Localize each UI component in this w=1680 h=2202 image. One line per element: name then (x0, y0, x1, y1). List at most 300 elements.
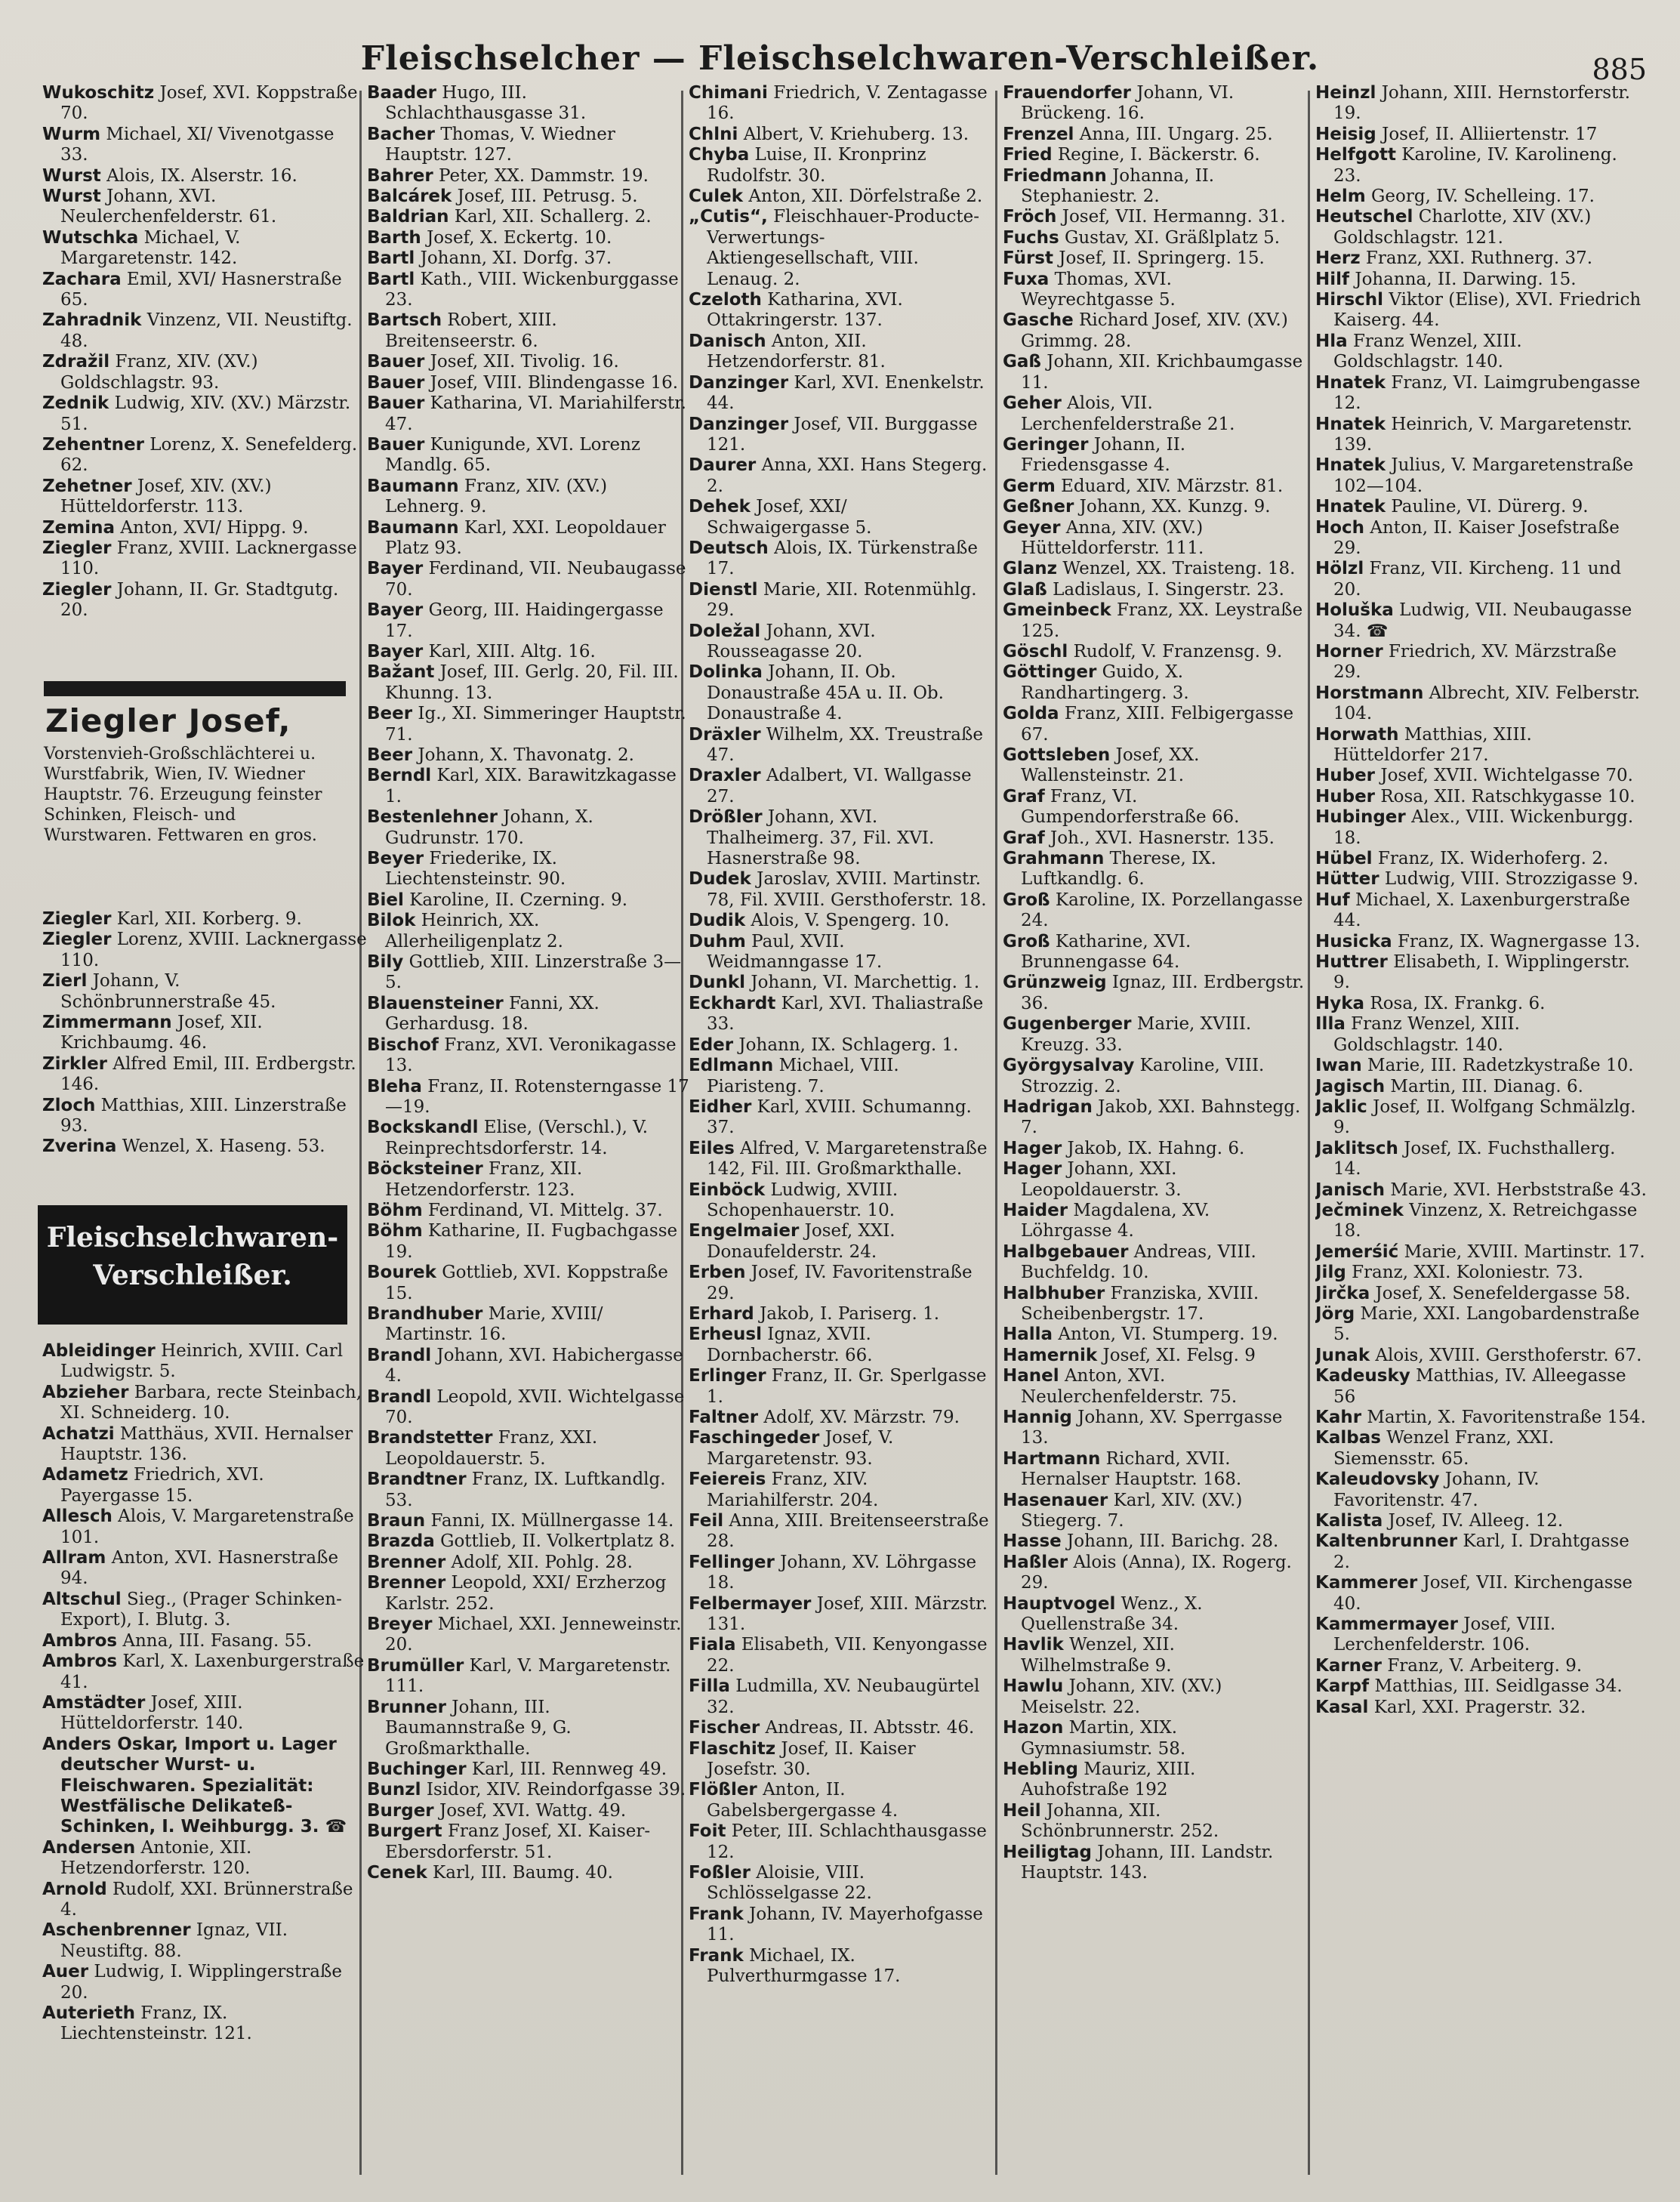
entry-details: Ignaz, XVII. Dornbacherstr. 66. (707, 1325, 873, 1365)
directory-entry (42, 187, 367, 228)
entry-surname: Groß (1003, 931, 1050, 951)
directory-entry (689, 869, 991, 911)
page-number: 885 (1592, 53, 1647, 86)
entry-surname: Frenzel (1003, 124, 1074, 144)
entry-details: Franz, XIV. Mariahilferstr. 204. (707, 1470, 879, 1510)
entry-surname: Bleha (367, 1076, 422, 1096)
entry-details: Alois, IX. Alserstr. 16. (100, 165, 297, 186)
entry-surname: Grahmann (1003, 849, 1105, 869)
entry-details: Josef, II. Kaiser Josefstr. 30. (707, 1738, 916, 1779)
entry-details: Johann, XVI. Neulerchenfelderstr. 61. (60, 187, 277, 227)
entry-details: Karl, I. Drahtgasse 2. (1333, 1531, 1629, 1572)
entry-surname: Haider (1003, 1200, 1068, 1220)
directory-entry (367, 1511, 692, 1531)
entry-details: Katharina, XVI. Ottakringerstr. 137. (707, 290, 903, 331)
directory-entry (689, 1470, 991, 1511)
directory-entry (689, 621, 991, 663)
directory-entry (367, 352, 692, 372)
entry-details: Johann, XIV. (XV.) Meiselstr. 22. (1021, 1676, 1222, 1717)
entry-surname: Herz (1315, 248, 1361, 269)
directory-entry (1315, 1346, 1648, 1366)
directory-entry (1003, 145, 1305, 165)
directory-entry (689, 538, 991, 580)
entry-surname: Kahr (1315, 1408, 1362, 1427)
entry-surname: Adametz (42, 1465, 128, 1485)
entry-details: Thomas, V. Wiedner Hauptstr. 127. (385, 124, 615, 165)
entry-details: Karl, XVIII. Schumanng. 37. (707, 1096, 972, 1138)
entry-surname: Gugenberger (1003, 1014, 1132, 1035)
column-rule (1308, 91, 1310, 2175)
entry-surname: Göschl (1003, 641, 1068, 662)
directory-entry (1315, 683, 1648, 725)
entry-details: Paul, XVII. Weidmanngasse 17. (707, 931, 883, 973)
entry-details: Josef, XIII. Hütteldorferstr. 140. (60, 1692, 244, 1734)
entry-details: Wenzel, X. Haseng. 53. (116, 1136, 325, 1157)
entry-surname: Allesch (42, 1507, 113, 1527)
entry-details: Katharine, XVI. Brunnengasse 64. (1021, 931, 1191, 973)
entry-details: Josef, X. Senefeldergasse 58. (1370, 1283, 1631, 1303)
entry-surname: Dehek (689, 497, 751, 517)
directory-entry (1315, 600, 1648, 642)
entry-surname: Hübel (1315, 849, 1373, 869)
entry-surname: Filla (689, 1676, 730, 1697)
directory-entry (1315, 415, 1648, 456)
entry-surname: Kalbas (1315, 1428, 1381, 1448)
entry-surname: Horwath (1315, 724, 1399, 745)
entry-surname: Bartl (367, 248, 415, 269)
directory-entry (367, 518, 692, 560)
entry-details: Ignaz, VII. Neustiftg. 88. (60, 1920, 288, 1961)
directory-entry (42, 1465, 367, 1507)
entry-surname: Bauer (367, 372, 425, 393)
directory-entry (689, 1325, 991, 1366)
entry-surname: Bacher (367, 124, 436, 144)
directory-entry (42, 1383, 367, 1424)
directory-entry (367, 1263, 692, 1304)
entry-surname: Danzinger (689, 414, 789, 434)
directory-entry (367, 1346, 692, 1387)
entry-details: Franz, IX. Luftkandlg. 53. (385, 1470, 666, 1510)
directory-entry (689, 580, 991, 621)
entry-details: Franz, XXI. Ruthnerg. 37. (1360, 248, 1593, 269)
entry-details: Katharina, VI. Mariahilferstr. 47. (385, 393, 686, 434)
directory-entry (1003, 1531, 1305, 1552)
entry-surname: Gaß (1003, 352, 1041, 372)
directory-entry (689, 807, 991, 869)
entry-details: Josef, XIV. (XV.) Hütteldorferstr. 113. (60, 476, 272, 517)
directory-entry (1003, 518, 1305, 560)
directory-entry (1003, 662, 1305, 704)
directory-entry (1003, 1097, 1305, 1139)
entry-surname: Hamernik (1003, 1345, 1098, 1365)
directory-entry (1003, 207, 1305, 227)
entry-details: Karl, X. Laxenburgerstraße 41. (60, 1652, 365, 1692)
directory-entry (367, 1698, 692, 1759)
entry-details: Matthias, III. Seidlgasse 34. (1369, 1676, 1623, 1697)
entry-surname: Hauptvogel (1003, 1593, 1116, 1614)
entry-surname: Ziegler (42, 579, 112, 600)
entry-surname: Eiles (689, 1138, 735, 1158)
entry-surname: Glaß (1003, 579, 1047, 600)
entry-surname: Brandl (367, 1345, 432, 1365)
directory-entry (367, 1780, 692, 1800)
entry-surname: Burger (367, 1800, 434, 1821)
entry-details: Isidor, XIV. Reindorfgasse 39. (421, 1780, 686, 1800)
entry-details: Eduard, XIV. Märzstr. 81. (1055, 476, 1284, 496)
entry-surname: Erheusl (689, 1325, 762, 1345)
entry-surname: Gmeinbeck (1003, 600, 1111, 621)
entry-details: Johann, XV. Sperrgasse 13. (1021, 1408, 1283, 1448)
directory-entry (1315, 518, 1648, 560)
entry-surname: Kalista (1315, 1511, 1383, 1531)
entry-details: Franz, XXI. Koloniestr. 73. (1346, 1263, 1583, 1283)
directory-entry (1003, 600, 1305, 642)
entry-surname: Brandhuber (367, 1303, 483, 1324)
directory-entry (1315, 1097, 1648, 1139)
entry-details: Johann, IV. Mayerhofgasse 11. (707, 1904, 983, 1945)
entry-surname: Blauensteiner (367, 993, 504, 1013)
directory-entry (367, 1573, 692, 1614)
entry-surname: Deutsch (689, 538, 769, 558)
directory-entry (1003, 393, 1305, 435)
entry-details: Wenzel Franz, XXI. Siemensstr. 65. (1333, 1428, 1555, 1469)
directory-entry (1315, 1656, 1648, 1676)
entry-surname: Hnatek (1315, 497, 1386, 517)
entry-surname: Eder (689, 1035, 734, 1055)
entry-surname: Brumüller (367, 1655, 464, 1676)
entry-surname: Ječminek (1315, 1200, 1404, 1220)
entry-details: Karl, XIV. (XV.) Stiegerg. 7. (1021, 1490, 1243, 1531)
directory-entry (1003, 1346, 1305, 1366)
entry-surname: Böcksteiner (367, 1159, 483, 1180)
entry-details: Johann, II. Ob. Donaustraße 45A u. II. Ob. Donaustraße 4. (707, 662, 944, 724)
entry-surname: Aschenbrenner (42, 1920, 191, 1941)
entry-surname: Friedmann (1003, 165, 1107, 186)
directory-entry (42, 228, 367, 270)
entry-details: Friedrich, V. Zentagasse 16. (707, 83, 988, 124)
entry-surname: Beyer (367, 849, 424, 869)
entry-surname: Gasche (1003, 310, 1074, 331)
directory-entry (689, 83, 991, 125)
directory-entry (367, 248, 692, 269)
entry-details: Michael, VIII. Piaristeng. 7. (707, 1056, 899, 1096)
entry-details: Gottlieb, XVI. Koppstraße 15. (385, 1263, 668, 1303)
directory-entry (1003, 1056, 1305, 1097)
directory-entry (1315, 373, 1648, 415)
entry-details: Rosa, IX. Frankg. 6. (1364, 993, 1546, 1013)
directory-entry (1315, 559, 1648, 600)
directory-entry (1003, 1242, 1305, 1284)
entry-surname: Jörg (1315, 1303, 1355, 1324)
entry-surname: Ableidinger (42, 1341, 156, 1361)
entry-surname: Kaleudovsky (1315, 1470, 1440, 1490)
directory-entry (42, 538, 367, 580)
directory-entry (689, 1904, 991, 1946)
entry-surname: Jemerśić (1315, 1241, 1399, 1262)
entry-surname: Balcárek (367, 187, 452, 207)
directory-entry (689, 911, 991, 931)
column-4 (1003, 83, 1305, 2190)
entry-surname: Huf (1315, 890, 1350, 910)
entry-details: Ferdinand, VII. Neubaugasse 70. (385, 559, 686, 600)
entry-surname: Geher (1003, 393, 1062, 414)
entry-details: Joh., XVI. Hasnerstr. 135. (1044, 828, 1275, 848)
entry-details: Sieg., (Prager Schinken-Export), I. Blutg. 3. (60, 1589, 342, 1630)
entry-surname: Zehentner (42, 434, 144, 455)
entry-surname: Bažant (367, 662, 435, 683)
entry-surname: Abzieher (42, 1382, 129, 1402)
entry-details: Hugo, III. Schlachthausgasse 31. (385, 83, 587, 124)
entry-details: Marie, XVIII/ Martinstr. 16. (385, 1303, 603, 1345)
entry-surname: Zednik (42, 393, 109, 414)
entry-details: Johann, XVI. Habichergasse 4. (385, 1345, 683, 1386)
entry-surname: Halbhuber (1003, 1283, 1105, 1303)
entry-surname: Frank (689, 1945, 744, 1966)
entry-surname: Cenek (367, 1862, 427, 1883)
entry-surname: Eckhardt (689, 993, 776, 1013)
entry-details: Anton, VI. Stumperg. 19. (1053, 1325, 1278, 1345)
directory-entry (1315, 497, 1648, 517)
entry-surname: Heiligtag (1003, 1842, 1092, 1862)
entry-surname: Wutschka (42, 227, 139, 248)
entry-details: Johann, XII. Krichbaumgasse 11. (1021, 352, 1303, 393)
directory-entry (367, 310, 692, 352)
directory-entry (367, 1553, 692, 1573)
entry-details: Martin, III. Dianag. 6. (1385, 1076, 1583, 1096)
directory-entry (367, 187, 692, 207)
entry-details: Barbara, recte Steinbach, XI. Schneiderg. 10. (60, 1382, 362, 1423)
entry-details: Franz, IX. Widerhoferg. 2. (1372, 849, 1609, 869)
entry-details: Franz, XIV. (XV.) Lehnerg. 9. (385, 476, 608, 517)
entry-surname: Bartsch (367, 310, 442, 331)
directory-entry (1315, 187, 1648, 207)
directory-entry (689, 662, 991, 724)
directory-entry (1003, 559, 1305, 579)
entry-surname: Jaklic (1315, 1096, 1367, 1117)
entry-surname: Bauer (367, 393, 425, 414)
entry-details: Michael, IX. Pulverthurmgasse 17. (707, 1945, 901, 1986)
entry-surname: Braun (367, 1511, 426, 1531)
entry-details: Josef, VII. Burggasse 121. (707, 414, 978, 455)
entry-surname: Wurst (42, 187, 101, 207)
entry-details: Johann, XVI. Thalheimerg. 37, Fil. XVI. Hasnerstraße 98. (707, 807, 935, 869)
entry-details: Josef, XX. Wallensteinstr. 21. (1021, 745, 1200, 786)
directory-entry (42, 1136, 367, 1157)
entry-details: Alex., VIII. Wickenburgg. 18. (1333, 807, 1634, 848)
entry-surname: Bilok (367, 911, 416, 931)
directory-entry (689, 1594, 991, 1636)
entry-details: Ludwig, XVIII. Schopenhauerstr. 10. (707, 1180, 899, 1220)
entry-details: Katharine, II. Fugbachgasse 19. (385, 1221, 678, 1262)
entry-surname: Fiala (689, 1635, 736, 1655)
directory-entry (1003, 497, 1305, 517)
directory-entry (1003, 125, 1305, 145)
column-1-middle (42, 909, 367, 1189)
directory-entry (1315, 1180, 1648, 1201)
entry-surname: Helfgott (1315, 145, 1396, 165)
entry-details: Johann, III. Baumannstraße 9, G. Großmarkthalle. (385, 1697, 572, 1759)
entry-surname: Brunner (367, 1697, 446, 1717)
entry-details: Johann, XX. Kunzg. 9. (1074, 497, 1271, 517)
directory-entry (367, 166, 692, 187)
directory-entry (689, 207, 991, 290)
entry-surname: Hoch (1315, 517, 1365, 538)
entry-surname: Graf (1003, 828, 1045, 848)
directory-entry (1315, 849, 1648, 869)
entry-surname: Glanz (1003, 559, 1058, 579)
entry-surname: Fischer (689, 1718, 760, 1738)
entry-details: Alois, XVIII. Gersthoferstr. 67. (1370, 1345, 1642, 1365)
directory-entry (689, 994, 991, 1035)
directory-entry (367, 642, 692, 662)
directory-entry (1315, 248, 1648, 269)
entry-details: Alfred, V. Margaretenstraße 142, Fil. III. Großmarkthalle. (707, 1138, 988, 1180)
entry-surname: Flaschitz (689, 1738, 776, 1759)
entry-surname: Frank (689, 1904, 744, 1924)
directory-entry (1003, 642, 1305, 662)
directory-entry (42, 83, 367, 125)
entry-surname: Achatzi (42, 1423, 115, 1444)
entry-surname: Anders Oskar, Import u. Lager deutscher Wurst- u. Fleischwaren. Spezialität: Westfälische Delikateß-Schinken, I. Weihburgg. 3. ☎ (42, 1734, 347, 1837)
entry-surname: Feil (689, 1511, 724, 1531)
entry-surname: Draxler (689, 766, 761, 786)
entry-details: Michael, X. Laxenburgerstraße 44. (1333, 890, 1630, 931)
entry-details: Anna, III. Fasang. 55. (117, 1630, 313, 1651)
directory-entry (689, 932, 991, 973)
directory-entry (1003, 745, 1305, 787)
directory-entry (689, 373, 991, 415)
directory-entry (689, 1863, 991, 1904)
directory-entry (1003, 1553, 1305, 1594)
directory-entry (367, 994, 692, 1035)
directory-entry (1315, 455, 1648, 497)
directory-entry (42, 1631, 367, 1652)
entry-details: Josef, II. Alliiertenstr. 17 (1376, 124, 1598, 144)
directory-entry (367, 1201, 692, 1221)
directory-entry (1003, 1801, 1305, 1843)
entry-details: Johann, X. Thavonatg. 2. (412, 745, 634, 765)
entry-details: Adalbert, VI. Wallgasse 27. (707, 766, 972, 806)
entry-details: Karl, III. Baumg. 40. (427, 1862, 613, 1883)
directory-entry (42, 1880, 367, 1921)
entry-surname: Ambros (42, 1630, 118, 1651)
entry-details: Johann, IV. Favoritenstr. 47. (1333, 1470, 1540, 1510)
entry-surname: Bahrer (367, 165, 433, 186)
entry-details: Marie, XVIII. Kreuzg. 33. (1021, 1014, 1252, 1055)
entry-surname: Zverina (42, 1136, 117, 1157)
directory-entry (689, 497, 991, 538)
entry-surname: Hnatek (1315, 414, 1386, 434)
entry-surname: Frauendorfer (1003, 83, 1132, 103)
entry-surname: Bourek (367, 1263, 436, 1283)
entry-surname: Germ (1003, 476, 1056, 496)
entry-surname: Felbermayer (689, 1593, 812, 1614)
directory-entry (1003, 435, 1305, 476)
entry-surname: Hadrigan (1003, 1096, 1093, 1117)
directory-entry (42, 580, 367, 621)
entry-surname: Fellinger (689, 1552, 775, 1572)
entry-surname: Böhm (367, 1221, 423, 1241)
directory-entry (367, 1614, 692, 1656)
directory-entry (367, 952, 692, 994)
entry-surname: Bestenlehner (367, 807, 498, 828)
entry-details: Johann, XV. Löhrgasse 18. (707, 1552, 977, 1593)
entry-surname: Böhm (367, 1200, 423, 1220)
column-3 (689, 83, 991, 2190)
entry-details: Friederike, IX. Liechtensteinstr. 90. (385, 849, 566, 890)
directory-entry (367, 890, 692, 911)
directory-entry (689, 1821, 991, 1863)
directory-entry (367, 1801, 692, 1821)
directory-entry (689, 332, 991, 373)
entry-surname: Zimmermann (42, 1013, 172, 1033)
entry-surname: Geringer (1003, 434, 1089, 455)
directory-entry (689, 1035, 991, 1056)
entry-surname: Breyer (367, 1614, 433, 1635)
entry-details: Johann, XVI. Rousseagasse 20. (707, 621, 876, 662)
directory-entry (689, 1366, 991, 1408)
entry-surname: Bunzl (367, 1780, 421, 1800)
entry-surname: Hager (1003, 1138, 1062, 1158)
entry-details: Leopold, XVII. Wichtelgasse 70. (385, 1386, 685, 1427)
section-banner (38, 1205, 347, 1325)
entry-details: Josef, XXI/ Schwaigergasse 5. (707, 497, 872, 538)
directory-entry (1315, 1366, 1648, 1408)
entry-surname: Halla (1003, 1325, 1053, 1345)
entry-details: Friedrich, XV. Märzstraße 29. (1333, 641, 1617, 683)
directory-entry (1315, 1056, 1648, 1076)
entry-surname: Heil (1003, 1800, 1041, 1821)
entry-details: Josef, X. Eckertg. 10. (421, 227, 612, 248)
entry-details: Josef, II. Wolfgang Schmälzlg. 9. (1333, 1096, 1636, 1138)
directory-entry (689, 766, 991, 807)
entry-details: Pauline, VI. Dürerg. 9. (1386, 497, 1589, 517)
directory-entry (1315, 1428, 1648, 1470)
entry-details: Johann, III. Landstr. Hauptstr. 143. (1021, 1842, 1274, 1883)
directory-entry (1315, 1263, 1648, 1283)
entry-details: Josef, V. Margaretenstr. 93. (707, 1428, 894, 1469)
entry-surname: Baader (367, 83, 436, 103)
directory-entry (42, 352, 367, 393)
entry-surname: Chlni (689, 124, 738, 144)
entry-details: Martin, XIX. Gymnasiumstr. 58. (1021, 1718, 1186, 1759)
directory-entry (367, 745, 692, 766)
entry-details: Franziska, XVIII. Scheibenbergstr. 17. (1021, 1283, 1259, 1324)
entry-surname: Doležal (689, 621, 761, 641)
entry-details: Karl, XXI. Pragerstr. 32. (1368, 1697, 1586, 1717)
directory-entry (1003, 1491, 1305, 1532)
entry-details: Franz, XII. Hetzendorferstr. 123. (385, 1159, 583, 1200)
entry-details: Peter, XX. Dammstr. 19. (433, 165, 649, 186)
entry-surname: Danzinger (689, 372, 789, 393)
directory-entry (1003, 704, 1305, 745)
entry-details: Karoline, II. Czerning. 9. (403, 890, 628, 910)
entry-surname: Bartl (367, 269, 415, 289)
entry-details: Andreas, VIII. Buchfeldg. 10. (1021, 1241, 1256, 1283)
entry-details: Gottlieb, II. Volkertplatz 8. (434, 1531, 676, 1552)
directory-entry (689, 1718, 991, 1738)
entry-details: Matthias, IV. Alleegasse 56 (1333, 1366, 1626, 1407)
entry-surname: Berndl (367, 766, 432, 786)
directory-entry (1315, 1014, 1648, 1056)
entry-details: Michael, XI/ Vivenotgasse 33. (60, 124, 334, 165)
entry-details: Johann, XXI. Leopoldauerstr. 3. (1021, 1159, 1182, 1200)
entry-surname: Edlmann (689, 1056, 774, 1076)
entry-details: Elisabeth, VII. Kenyongasse 22. (707, 1635, 988, 1676)
directory-entry (689, 973, 991, 993)
entry-details: Franz, XXI. Leopoldauerstr. 5. (385, 1428, 598, 1469)
entry-details: Georg, IV. Schelleing. 17. (1365, 187, 1595, 207)
